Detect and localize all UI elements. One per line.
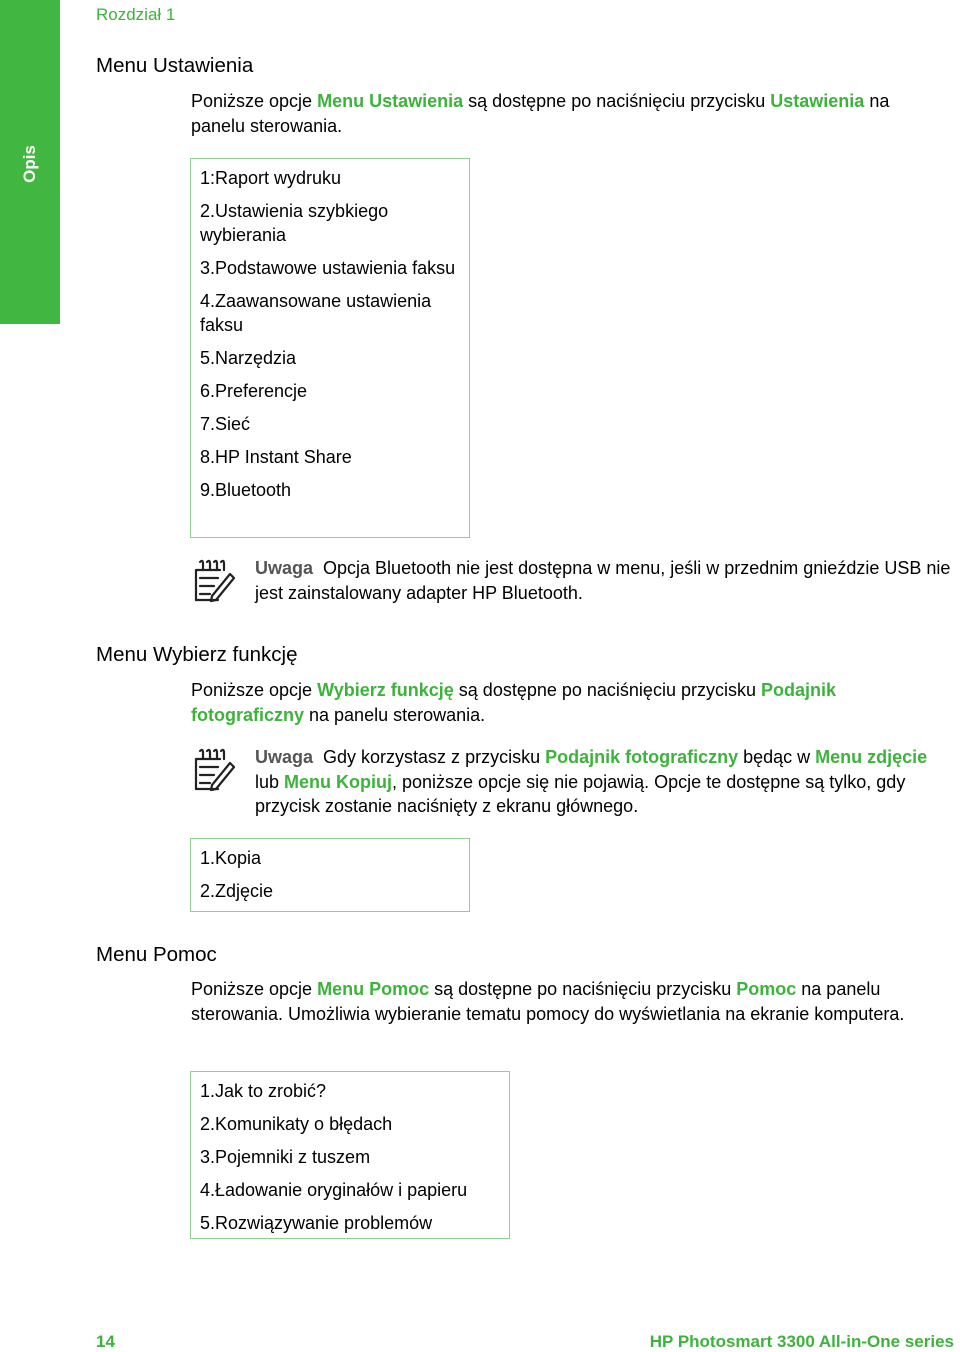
list-item: 2.Zdjęcie [200, 881, 274, 901]
function-menu-box [190, 838, 470, 912]
list-item: 2.Komunikaty o błędach [200, 1114, 393, 1134]
side-tab [0, 0, 60, 324]
list-item: 5.Rozwiązywanie problemów [200, 1213, 433, 1233]
list-item: 4.Zaawansowane ustawienia faksu [200, 291, 432, 335]
list-item: 6.Preferencje [200, 381, 308, 401]
note-label: Uwaga [255, 747, 314, 767]
list-item: 2.Ustawienia szybkiego wybierania [200, 201, 389, 245]
note-pad-icon [190, 556, 236, 604]
list-item: 8.HP Instant Share [200, 447, 352, 467]
side-tab-label: Opis [20, 145, 39, 183]
section-title-help: Menu Pomoc [96, 943, 217, 966]
list-item: 3.Podstawowe ustawienia faksu [200, 258, 456, 278]
page-number: 14 [96, 1332, 115, 1351]
list-item: 7.Sieć [200, 414, 251, 434]
list-item: 5.Narzędzia [200, 348, 297, 368]
function-intro: Poniższe opcje Wybierz funkcję są dostępne po naciśnięciu przycisku Podajnik fotograficzny na panelu sterowania. [191, 680, 836, 725]
help-menu-box [190, 1071, 510, 1239]
settings-intro: Poniższe opcje Menu Ustawienia są dostępne po naciśnięciu przycisku Ustawienia na panelu sterowania. [191, 91, 890, 136]
note-photo-tray: Uwaga Gdy korzystasz z przycisku Podajnik fotograficzny będąc w Menu zdjęcie lub Menu Kopiuj, poniższe opcje się nie pojawią. Opcje te dostępne są tylko, gdy przycisk zostanie naciśnięty z ekranu głównego. [190, 745, 950, 821]
chapter-header: Rozdział 1 [96, 5, 176, 24]
note-label: Uwaga [255, 558, 314, 578]
list-item: 3.Pojemniki z tuszem [200, 1147, 371, 1167]
list-item: 9.Bluetooth [200, 480, 292, 500]
list-item: 1.Kopia [200, 848, 262, 868]
note-pad-icon [190, 745, 236, 793]
list-item: 1.Jak to zrobić? [200, 1081, 327, 1101]
section-title-settings: Menu Ustawienia [96, 54, 254, 77]
section-title-function: Menu Wybierz funkcję [96, 643, 298, 666]
product-name: HP Photosmart 3300 All-in-One series [649, 1332, 954, 1351]
help-intro: Poniższe opcje Menu Pomoc są dostępne po naciśnięciu przycisku Pomoc na panelu sterowania. Umożliwia wybieranie tematu pomocy do wyświetlania na ekranie komputera. [191, 979, 905, 1024]
note-bluetooth [190, 556, 950, 608]
list-item: 4.Ładowanie oryginałów i papieru [200, 1180, 468, 1200]
list-item: 1:Raport wydruku [200, 168, 342, 188]
note-text: Opcja Bluetooth nie jest dostępna w menu, jeśli w przednim gnieździe USB nie jest zainstalowany adapter HP Bluetooth. [255, 558, 951, 603]
settings-menu-box [190, 158, 470, 538]
